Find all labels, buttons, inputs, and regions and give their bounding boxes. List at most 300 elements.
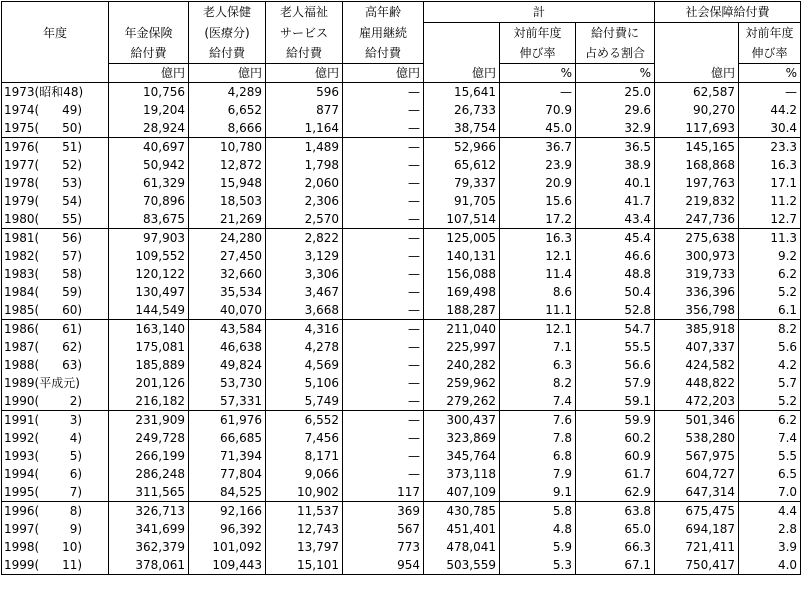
unit-cell: 億円: [109, 64, 189, 83]
value-cell: 8,666: [189, 119, 266, 138]
value-cell: 407,109: [424, 483, 500, 502]
value-cell: 7.4: [500, 392, 576, 411]
value-cell: 9.1: [500, 483, 576, 502]
value-cell: 175,081: [109, 338, 189, 356]
value-cell: 2,570: [266, 210, 343, 229]
table-row: [2, 447, 801, 465]
value-cell: 71,394: [189, 447, 266, 465]
value-cell: 954: [343, 556, 424, 575]
value-cell: —: [343, 465, 424, 483]
value-cell: 57,331: [189, 392, 266, 411]
value-cell: 201,126: [109, 374, 189, 392]
table-row: [2, 538, 801, 556]
value-cell: 65,612: [424, 156, 500, 174]
table-row: [2, 156, 801, 174]
unit-cell: %: [739, 64, 801, 83]
value-cell: 29.6: [576, 101, 655, 119]
table-row: [2, 265, 801, 283]
table-row: [2, 210, 801, 229]
value-cell: 345,764: [424, 447, 500, 465]
value-cell: 92,166: [189, 502, 266, 521]
value-cell: 319,733: [655, 265, 739, 283]
value-cell: 385,918: [655, 320, 739, 339]
value-cell: 300,973: [655, 247, 739, 265]
year-cell: 1990( 2): [2, 392, 109, 411]
value-cell: 750,417: [655, 556, 739, 575]
value-cell: 11.4: [500, 265, 576, 283]
value-cell: 4,278: [266, 338, 343, 356]
value-cell: 647,314: [655, 483, 739, 502]
header-elderly-health-2: (医療分): [189, 23, 266, 44]
header-senior-emp-1: 高年齢: [343, 2, 424, 23]
value-cell: 448,822: [655, 374, 739, 392]
value-cell: 65.0: [576, 520, 655, 538]
value-cell: 12.1: [500, 320, 576, 339]
value-cell: 188,287: [424, 301, 500, 320]
value-cell: —: [343, 210, 424, 229]
unit-cell: 億円: [189, 64, 266, 83]
value-cell: 32.9: [576, 119, 655, 138]
unit-cell: %: [500, 64, 576, 83]
table-row: [2, 283, 801, 301]
value-cell: 44.2: [739, 101, 801, 119]
value-cell: 130,497: [109, 283, 189, 301]
table-row: [2, 556, 801, 575]
value-cell: 694,187: [655, 520, 739, 538]
table-row: [2, 483, 801, 502]
table-row: [2, 174, 801, 192]
value-cell: 7.1: [500, 338, 576, 356]
value-cell: 596: [266, 83, 343, 102]
year-cell: 1995( 7): [2, 483, 109, 502]
value-cell: 27,450: [189, 247, 266, 265]
value-cell: 3,467: [266, 283, 343, 301]
value-cell: —: [343, 283, 424, 301]
value-cell: 275,638: [655, 229, 739, 248]
year-cell: 1985( 60): [2, 301, 109, 320]
header-pension-1: 年金保険: [109, 23, 189, 44]
value-cell: 2,306: [266, 192, 343, 210]
value-cell: 36.5: [576, 138, 655, 157]
value-cell: 57.9: [576, 374, 655, 392]
value-cell: 7.9: [500, 465, 576, 483]
value-cell: 538,280: [655, 429, 739, 447]
value-cell: 62.9: [576, 483, 655, 502]
value-cell: 451,401: [424, 520, 500, 538]
value-cell: 4.8: [500, 520, 576, 538]
value-cell: 16.3: [739, 156, 801, 174]
value-cell: 5.5: [739, 447, 801, 465]
header-year: 年度: [2, 2, 109, 64]
value-cell: —: [500, 83, 576, 102]
year-cell: 1974( 49): [2, 101, 109, 119]
value-cell: 43.4: [576, 210, 655, 229]
value-cell: 6.3: [500, 356, 576, 374]
table-row: [2, 138, 801, 157]
value-cell: 3,129: [266, 247, 343, 265]
value-cell: 50,942: [109, 156, 189, 174]
value-cell: 1,489: [266, 138, 343, 157]
benefit-expenditure-table: [1, 1, 801, 575]
value-cell: 300,437: [424, 411, 500, 430]
value-cell: 77,804: [189, 465, 266, 483]
unit-cell: 億円: [266, 64, 343, 83]
table-row: [2, 320, 801, 339]
value-cell: —: [343, 229, 424, 248]
value-cell: 107,514: [424, 210, 500, 229]
value-cell: 7.0: [739, 483, 801, 502]
year-cell: 1975( 50): [2, 119, 109, 138]
header-total-group: 計: [424, 2, 655, 23]
value-cell: 197,763: [655, 174, 739, 192]
value-cell: 109,443: [189, 556, 266, 575]
value-cell: 407,337: [655, 338, 739, 356]
value-cell: 36.7: [500, 138, 576, 157]
value-cell: 286,248: [109, 465, 189, 483]
table-row: [2, 392, 801, 411]
table-row: [2, 192, 801, 210]
year-cell: 1978( 53): [2, 174, 109, 192]
value-cell: 11.3: [739, 229, 801, 248]
value-cell: 6,552: [266, 411, 343, 430]
table-row: [2, 119, 801, 138]
value-cell: 144,549: [109, 301, 189, 320]
value-cell: 23.9: [500, 156, 576, 174]
value-cell: 15,948: [189, 174, 266, 192]
year-cell: 1988( 63): [2, 356, 109, 374]
header-elderly-welfare-2: サービス: [266, 23, 343, 44]
table-row: [2, 301, 801, 320]
value-cell: —: [343, 429, 424, 447]
year-cell: 1999( 11): [2, 556, 109, 575]
value-cell: 373,118: [424, 465, 500, 483]
value-cell: 19,204: [109, 101, 189, 119]
value-cell: 11.1: [500, 301, 576, 320]
value-cell: 13,797: [266, 538, 343, 556]
value-cell: —: [343, 119, 424, 138]
value-cell: 323,869: [424, 429, 500, 447]
value-cell: 11,537: [266, 502, 343, 521]
value-cell: 117,693: [655, 119, 739, 138]
value-cell: 2,060: [266, 174, 343, 192]
value-cell: 156,088: [424, 265, 500, 283]
value-cell: 52,966: [424, 138, 500, 157]
value-cell: 140,131: [424, 247, 500, 265]
value-cell: 45.4: [576, 229, 655, 248]
value-cell: 4,569: [266, 356, 343, 374]
value-cell: 32,660: [189, 265, 266, 283]
value-cell: 16.3: [500, 229, 576, 248]
table-row: [2, 247, 801, 265]
value-cell: 5,106: [266, 374, 343, 392]
value-cell: 266,199: [109, 447, 189, 465]
value-cell: 54.7: [576, 320, 655, 339]
value-cell: 567: [343, 520, 424, 538]
header-share-1: 給付費に: [576, 23, 655, 44]
value-cell: 61,329: [109, 174, 189, 192]
value-cell: 25.0: [576, 83, 655, 102]
value-cell: 216,182: [109, 392, 189, 411]
value-cell: 6.2: [739, 265, 801, 283]
value-cell: 97,903: [109, 229, 189, 248]
value-cell: 3.9: [739, 538, 801, 556]
value-cell: 66,685: [189, 429, 266, 447]
value-cell: 45.0: [500, 119, 576, 138]
value-cell: 70.9: [500, 101, 576, 119]
value-cell: 120,122: [109, 265, 189, 283]
value-cell: —: [343, 392, 424, 411]
header-ss-growth-1: 対前年度: [739, 23, 801, 44]
value-cell: 341,699: [109, 520, 189, 538]
year-cell: 1986( 61): [2, 320, 109, 339]
value-cell: 604,727: [655, 465, 739, 483]
value-cell: 50.4: [576, 283, 655, 301]
table-row: [2, 338, 801, 356]
value-cell: 40.1: [576, 174, 655, 192]
value-cell: 30.4: [739, 119, 801, 138]
value-cell: 240,282: [424, 356, 500, 374]
value-cell: 145,165: [655, 138, 739, 157]
year-cell: 1981( 56): [2, 229, 109, 248]
table-row: [2, 83, 801, 102]
value-cell: 43,584: [189, 320, 266, 339]
value-cell: 8.2: [739, 320, 801, 339]
value-cell: 721,411: [655, 538, 739, 556]
value-cell: 5,749: [266, 392, 343, 411]
value-cell: 6.8: [500, 447, 576, 465]
year-cell: 1992( 4): [2, 429, 109, 447]
unit-cell: 億円: [343, 64, 424, 83]
header-ss-growth-2: 伸び率: [739, 43, 801, 64]
value-cell: 49,824: [189, 356, 266, 374]
value-cell: 279,262: [424, 392, 500, 411]
value-cell: 35,534: [189, 283, 266, 301]
year-cell: 1984( 59): [2, 283, 109, 301]
value-cell: 259,962: [424, 374, 500, 392]
header-ss-blank: [655, 23, 739, 64]
table-row: [2, 356, 801, 374]
value-cell: 56.6: [576, 356, 655, 374]
value-cell: 11.2: [739, 192, 801, 210]
value-cell: 6,652: [189, 101, 266, 119]
year-cell: 1982( 57): [2, 247, 109, 265]
value-cell: 55.5: [576, 338, 655, 356]
value-cell: —: [343, 338, 424, 356]
year-cell: 1979( 54): [2, 192, 109, 210]
header-pension-blank: [109, 2, 189, 23]
value-cell: —: [343, 374, 424, 392]
header-pension-2: 給付費: [109, 43, 189, 64]
value-cell: 3,306: [266, 265, 343, 283]
table-row: [2, 101, 801, 119]
value-cell: 38,754: [424, 119, 500, 138]
year-cell: 1983( 58): [2, 265, 109, 283]
value-cell: 1,798: [266, 156, 343, 174]
value-cell: 326,713: [109, 502, 189, 521]
year-cell: 1998( 10): [2, 538, 109, 556]
year-cell: 1973(昭和48): [2, 83, 109, 102]
value-cell: 40,697: [109, 138, 189, 157]
table-row: [2, 465, 801, 483]
value-cell: 211,040: [424, 320, 500, 339]
header-total-blank: [424, 23, 500, 64]
value-cell: 125,005: [424, 229, 500, 248]
value-cell: 61.7: [576, 465, 655, 483]
value-cell: 10,902: [266, 483, 343, 502]
value-cell: 378,061: [109, 556, 189, 575]
value-cell: —: [343, 301, 424, 320]
value-cell: 15,101: [266, 556, 343, 575]
value-cell: 101,092: [189, 538, 266, 556]
header-elderly-welfare-1: 老人福祉: [266, 2, 343, 23]
table-row: [2, 374, 801, 392]
value-cell: 10,756: [109, 83, 189, 102]
value-cell: 12,743: [266, 520, 343, 538]
value-cell: 18,503: [189, 192, 266, 210]
value-cell: 247,736: [655, 210, 739, 229]
value-cell: —: [343, 192, 424, 210]
value-cell: 17.1: [739, 174, 801, 192]
year-cell: 1997( 9): [2, 520, 109, 538]
value-cell: 478,041: [424, 538, 500, 556]
value-cell: 84,525: [189, 483, 266, 502]
unit-cell: [2, 64, 109, 83]
value-cell: 15,641: [424, 83, 500, 102]
value-cell: 10,780: [189, 138, 266, 157]
year-cell: 1980( 55): [2, 210, 109, 229]
value-cell: 3,668: [266, 301, 343, 320]
value-cell: 877: [266, 101, 343, 119]
value-cell: 7.8: [500, 429, 576, 447]
year-cell: 1996( 8): [2, 502, 109, 521]
value-cell: —: [343, 447, 424, 465]
value-cell: 60.9: [576, 447, 655, 465]
value-cell: —: [343, 247, 424, 265]
value-cell: 109,552: [109, 247, 189, 265]
value-cell: 362,379: [109, 538, 189, 556]
value-cell: 90,270: [655, 101, 739, 119]
value-cell: 4,316: [266, 320, 343, 339]
value-cell: 4.0: [739, 556, 801, 575]
table-row: [2, 502, 801, 521]
value-cell: —: [343, 265, 424, 283]
value-cell: 46.6: [576, 247, 655, 265]
value-cell: 23.3: [739, 138, 801, 157]
value-cell: 311,565: [109, 483, 189, 502]
value-cell: 231,909: [109, 411, 189, 430]
value-cell: 5.2: [739, 283, 801, 301]
year-cell: 1993( 5): [2, 447, 109, 465]
value-cell: 62,587: [655, 83, 739, 102]
value-cell: 53,730: [189, 374, 266, 392]
value-cell: 9,066: [266, 465, 343, 483]
value-cell: 12.7: [739, 210, 801, 229]
value-cell: 9.2: [739, 247, 801, 265]
header-elderly-health-3: 給付費: [189, 43, 266, 64]
value-cell: 8,171: [266, 447, 343, 465]
value-cell: 41.7: [576, 192, 655, 210]
value-cell: 4.4: [739, 502, 801, 521]
year-cell: 1976( 51): [2, 138, 109, 157]
value-cell: —: [343, 83, 424, 102]
value-cell: 117: [343, 483, 424, 502]
value-cell: 46,638: [189, 338, 266, 356]
table-row: [2, 411, 801, 430]
header-ss-group: 社会保障給付費: [655, 2, 801, 23]
table-row: [2, 229, 801, 248]
value-cell: 5.2: [739, 392, 801, 411]
value-cell: 66.3: [576, 538, 655, 556]
value-cell: 7.6: [500, 411, 576, 430]
value-cell: 38.9: [576, 156, 655, 174]
value-cell: 70,896: [109, 192, 189, 210]
value-cell: 430,785: [424, 502, 500, 521]
value-cell: —: [343, 356, 424, 374]
value-cell: 675,475: [655, 502, 739, 521]
value-cell: 28,924: [109, 119, 189, 138]
value-cell: —: [739, 83, 801, 102]
value-cell: 12,872: [189, 156, 266, 174]
value-cell: 2,822: [266, 229, 343, 248]
year-cell: 1989(平成元): [2, 374, 109, 392]
value-cell: 356,798: [655, 301, 739, 320]
value-cell: 52.8: [576, 301, 655, 320]
value-cell: —: [343, 101, 424, 119]
value-cell: 5.8: [500, 502, 576, 521]
unit-cell: 億円: [655, 64, 739, 83]
value-cell: 5.9: [500, 538, 576, 556]
year-cell: 1987( 62): [2, 338, 109, 356]
value-cell: 503,559: [424, 556, 500, 575]
value-cell: 67.1: [576, 556, 655, 575]
value-cell: 2.8: [739, 520, 801, 538]
value-cell: 4.2: [739, 356, 801, 374]
value-cell: 169,498: [424, 283, 500, 301]
value-cell: —: [343, 138, 424, 157]
value-cell: 7.4: [739, 429, 801, 447]
value-cell: 472,203: [655, 392, 739, 411]
value-cell: 60.2: [576, 429, 655, 447]
value-cell: 21,269: [189, 210, 266, 229]
value-cell: 369: [343, 502, 424, 521]
value-cell: 12.1: [500, 247, 576, 265]
header-elderly-health-1: 老人保健: [189, 2, 266, 23]
value-cell: 773: [343, 538, 424, 556]
value-cell: 24,280: [189, 229, 266, 248]
value-cell: 6.5: [739, 465, 801, 483]
value-cell: 185,889: [109, 356, 189, 374]
value-cell: 7,456: [266, 429, 343, 447]
value-cell: 79,337: [424, 174, 500, 192]
value-cell: —: [343, 156, 424, 174]
table-body: [2, 83, 801, 575]
value-cell: —: [343, 174, 424, 192]
header-growth-1: 対前年度: [500, 23, 576, 44]
value-cell: 225,997: [424, 338, 500, 356]
header-senior-emp-3: 給付費: [343, 43, 424, 64]
value-cell: 61,976: [189, 411, 266, 430]
value-cell: —: [343, 320, 424, 339]
year-cell: 1977( 52): [2, 156, 109, 174]
value-cell: 219,832: [655, 192, 739, 210]
header-elderly-welfare-3: 給付費: [266, 43, 343, 64]
value-cell: 249,728: [109, 429, 189, 447]
table-row: [2, 429, 801, 447]
value-cell: 91,705: [424, 192, 500, 210]
value-cell: 40,070: [189, 301, 266, 320]
value-cell: 17.2: [500, 210, 576, 229]
value-cell: 567,975: [655, 447, 739, 465]
